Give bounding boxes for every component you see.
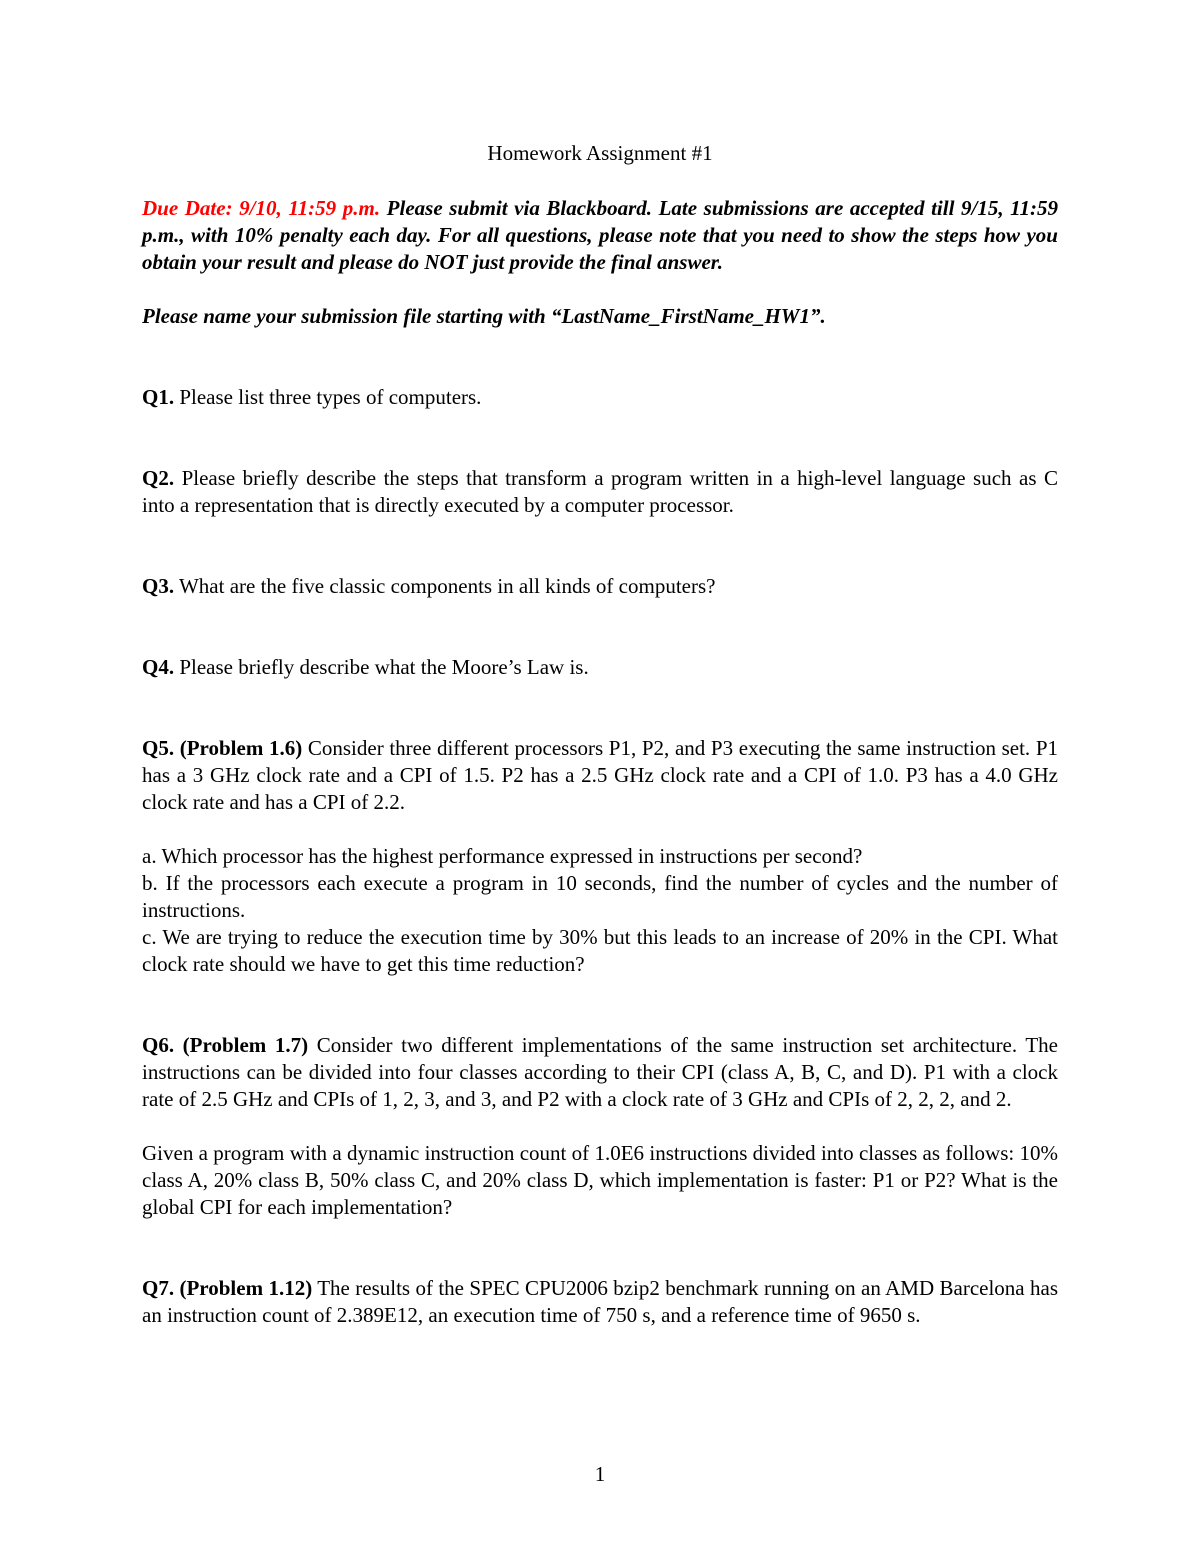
question-q6 — [142, 1032, 1058, 1113]
question-q3 — [142, 573, 1058, 600]
question-label: Q5. (Problem 1.6) — [142, 736, 303, 760]
question-q7 — [142, 1275, 1058, 1329]
q5-subparts — [142, 843, 1058, 978]
question-text: Consider three different processors P1, P2, and P3 executing the same instruction set. P1 has a 3 GHz clock rate and a CPI of 1.5. P2 has a 2.5 GHz clock rate and a CPI of 1.0. P3 has a 4.0 GHz clock rate and has a CPI of 2.2. — [142, 736, 1058, 814]
question-label: Q3. — [142, 574, 175, 598]
question-q2 — [142, 465, 1058, 519]
page-title: Homework Assignment #1 — [487, 141, 713, 165]
question-label: Q4. — [142, 655, 175, 679]
question-text: Please briefly describe what the Moore’s Law is. — [174, 655, 589, 679]
submission-instructions-text: Please submit via Blackboard. Late submissions are accepted till 9/15, 11:59 p.m., with 10% penalty each day. For all questions, please note that you need to show the steps how you obtain your result and please do NOT just provide the final answer. — [142, 196, 1058, 274]
question-q5 — [142, 735, 1058, 816]
due-date: Due Date: 9/10, 11:59 p.m. — [142, 196, 381, 220]
question-label: Q1. — [142, 385, 175, 409]
question-text: What are the five classic components in all kinds of computers? — [174, 574, 716, 598]
submission-instructions — [142, 195, 1058, 276]
q5-part-b: b. If the processors each execute a program in 10 seconds, find the number of cycles and the number of instructions. — [142, 871, 1058, 922]
q6-followup: Given a program with a dynamic instruction count of 1.0E6 instructions divided into classes as follows: 10% class A, 20% class B, 50% class C, and 20% class D, which implementation is faster: P1 or P2? What is the global CPI for each implementation? — [142, 1141, 1058, 1219]
question-text: Please list three types of computers. — [174, 385, 482, 409]
question-q1 — [142, 384, 1058, 411]
q5-part-c: c. We are trying to reduce the execution time by 30% but this leads to an increase of 20% in the CPI. What clock rate should we have to get this time reduction? — [142, 925, 1058, 976]
question-label: Q2. — [142, 466, 175, 490]
file-naming-instructions: Please name your submission file starting with “LastName_FirstName_HW1”. — [142, 304, 826, 328]
question-text: Consider two different implementations of the same instruction set architecture. The instructions can be divided into four classes according to their CPI (class A, B, C, and D). P1 with a clock rate of 2.5 GHz and CPIs of 1, 2, 3, and 3, and P2 with a clock rate of 3 GHz and CPIs of 2, 2, 2, and 2. — [142, 1033, 1058, 1111]
document-body — [142, 140, 1058, 1383]
question-q4 — [142, 654, 1058, 681]
question-label: Q7. (Problem 1.12) — [142, 1276, 313, 1300]
question-text: Please briefly describe the steps that transform a program written in a high-level language such as C into a representation that is directly executed by a computer processor. — [142, 466, 1058, 517]
question-label: Q6. (Problem 1.7) — [142, 1033, 309, 1057]
question-text: The results of the SPEC CPU2006 bzip2 benchmark running on an AMD Barcelona has an instruction count of 2.389E12, an execution time of 750 s, and a reference time of 9650 s. — [142, 1276, 1058, 1327]
page-number: 1 — [594, 1462, 606, 1486]
q5-part-a: a. Which processor has the highest performance expressed in instructions per second? — [142, 844, 863, 868]
